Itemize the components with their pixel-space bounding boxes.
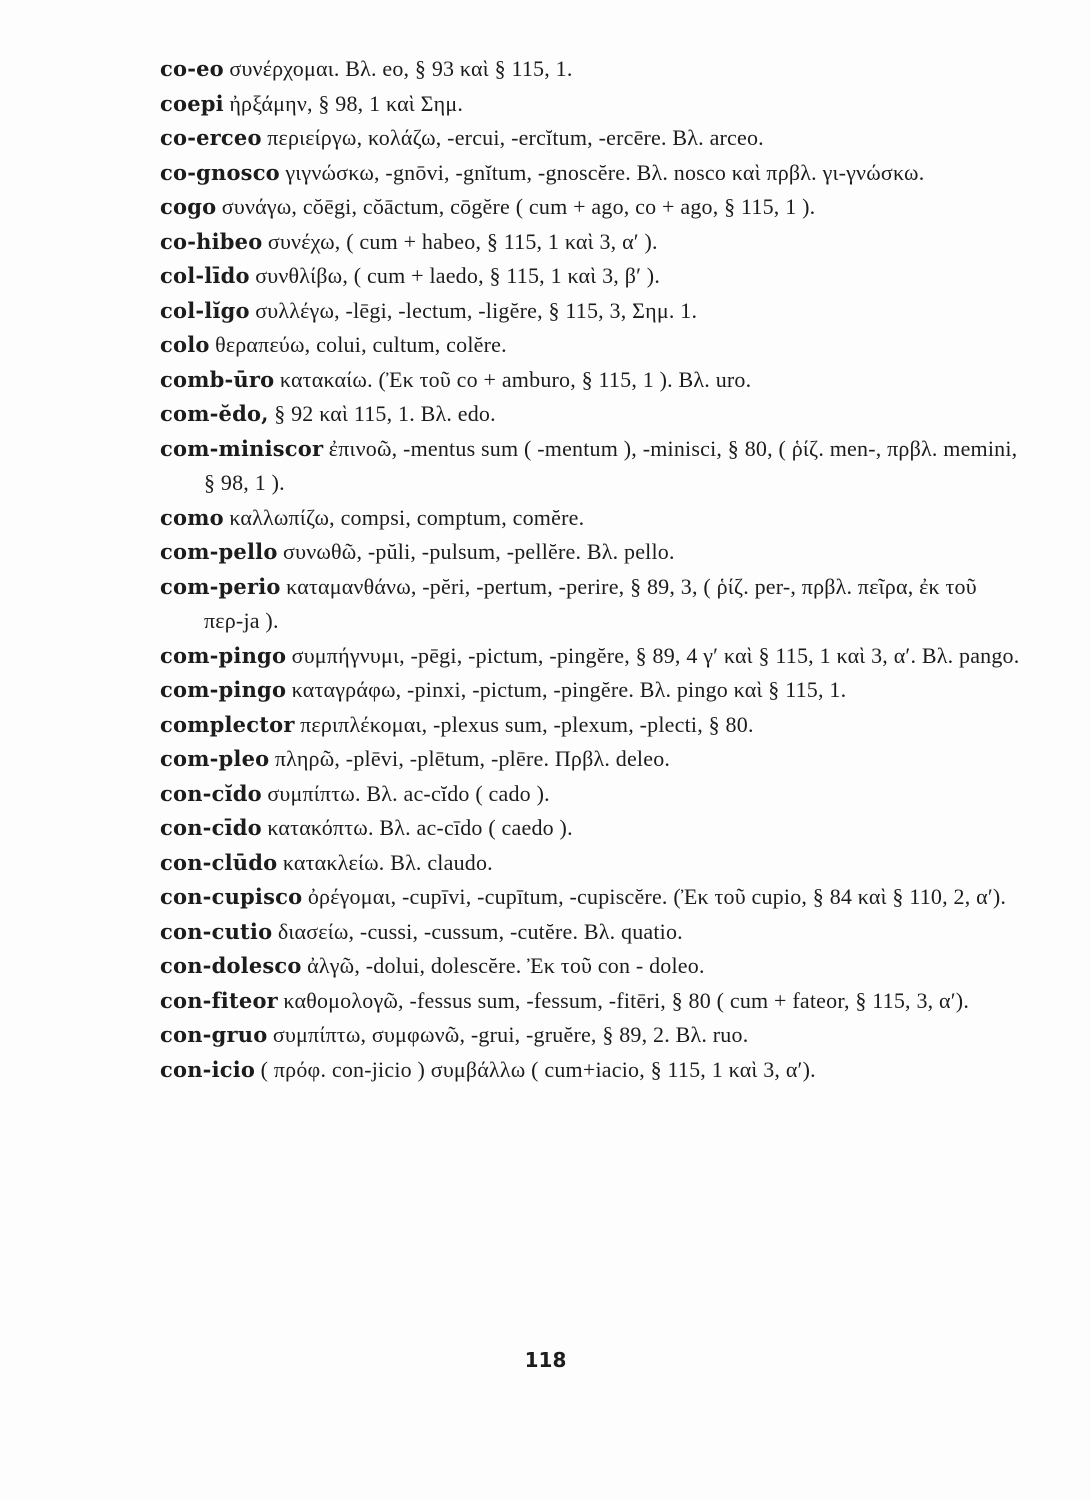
entry-definition: πληρῶ, -plēvi, -plētum, -plēre. Πρβλ. deleo. xyxy=(274,746,671,771)
entry-definition: ἐπινοῶ, -mentus sum ( -mentum ), -minisci, § 80, ( ῥίζ. men-, πρβλ. memini, § 98, 1 ). xyxy=(204,435,1018,495)
entry-headword: com-miniscor xyxy=(160,435,324,461)
entry-definition: περιπλέκομαι, -plexus sum, -plexum, -plecti, § 80. xyxy=(300,711,754,737)
entry-definition: συμπίπτω. Βλ. ac-cĭdo ( cado ). xyxy=(267,780,550,806)
dictionary-entry xyxy=(160,121,1020,156)
entry-definition: συνέχω, ( cum + habeo, § 115, 1 καὶ 3, α′ ). xyxy=(267,228,658,254)
entry-headword: comb-ūro xyxy=(160,366,275,392)
entry-definition: περιείργω, κολάζω, -ercui, -ercĭtum, -ercēre. Βλ. arceo. xyxy=(267,125,764,150)
entry-headword: col-lĭgo xyxy=(160,297,250,323)
dictionary-entry xyxy=(160,639,1020,674)
entry-definition: συμπήγνυμι, -pēgi, -pictum, -pingĕre, § 89, 4 γ′ καὶ § 115, 1 καὶ 3, α′. Βλ. pango. xyxy=(291,642,1020,668)
dictionary-entry xyxy=(160,225,1020,260)
entry-headword: com-pello xyxy=(160,539,278,564)
entry-headword: con-clūdo xyxy=(160,849,278,875)
dictionary-entry xyxy=(160,501,1020,536)
entry-headword: con-cutio xyxy=(160,918,273,944)
entry-headword: con-dolesco xyxy=(160,953,302,978)
dictionary-entry xyxy=(160,777,1020,812)
entry-headword: coepi xyxy=(160,90,224,116)
entry-definition: συνάγω, cŏēgi, cŏāctum, cōgĕre ( cum + ago, co + ago, § 115, 1 ). xyxy=(221,194,816,219)
entry-definition: ( πρόφ. con-jicio ) συμβάλλω ( cum+iacio, § 115, 1 καὶ 3, α′). xyxy=(260,1056,816,1082)
dictionary-entry xyxy=(160,811,1020,846)
entry-headword: com-ĕdo, xyxy=(160,401,269,426)
entry-headword: como xyxy=(160,504,224,530)
dictionary-entry xyxy=(160,673,1020,708)
dictionary-entry xyxy=(160,52,1020,87)
page-number: 118 xyxy=(524,1348,567,1372)
entry-headword: con-icio xyxy=(160,1056,256,1082)
dictionary-entry xyxy=(160,328,1020,363)
dictionary-entry xyxy=(160,1018,1020,1053)
dictionary-entry xyxy=(160,846,1020,881)
entry-definition: καταμανθάνω, -pĕri, -pertum, -perire, § 89, 3, ( ῥίζ. per-, πρβλ. πεῖρα, ἐκ τοῦ περ-ja ). xyxy=(204,573,977,633)
entry-headword: com-pleo xyxy=(160,746,270,771)
dictionary-entry xyxy=(160,87,1020,122)
entry-definition: γιγνώσκω, -gnōvi, -gnĭtum, -gnoscĕre. Βλ. nosco καὶ πρβλ. γι-γνώσκω. xyxy=(285,159,925,185)
dictionary-entry xyxy=(160,742,1020,777)
entry-headword: con-fiteor xyxy=(160,987,278,1013)
dictionary-entry xyxy=(160,880,1020,915)
dictionary-entry xyxy=(160,949,1020,984)
entry-definition: συνθλίβω, ( cum + laedo, § 115, 1 καὶ 3, β′ ). xyxy=(255,263,661,288)
dictionary-entry xyxy=(160,294,1020,329)
entry-headword: com-pingo xyxy=(160,677,287,702)
entry-headword: co-erceo xyxy=(160,125,262,150)
entry-headword: con-cĭdo xyxy=(160,780,262,806)
entry-definition: ἠρξάμην, § 98, 1 καὶ Σημ. xyxy=(229,90,464,116)
entry-headword: com-pingo xyxy=(160,642,287,668)
entry-headword: complector xyxy=(160,711,295,737)
dictionary-entry xyxy=(160,259,1020,294)
dictionary-entry xyxy=(160,190,1020,225)
entry-headword: colo xyxy=(160,332,210,357)
dictionary-entry xyxy=(160,708,1020,743)
entry-definition: συλλέγω, -lēgi, -lectum, -ligĕre, § 115, 3, Σημ. 1. xyxy=(255,297,698,323)
entry-definition: κατακλείω. Βλ. claudo. xyxy=(282,849,493,875)
entry-headword: com-perio xyxy=(160,573,281,599)
entry-definition: ἀλγῶ, -dolui, dolescĕre. Ἐκ τοῦ con - doleo. xyxy=(307,953,705,978)
entry-definition: συνέρχομαι. Βλ. eo, § 93 καὶ § 115, 1. xyxy=(229,56,573,81)
entry-headword: cogo xyxy=(160,194,217,219)
entry-definition: καταγράφω, -pinxi, -pictum, -pingĕre. Βλ. pingo καὶ § 115, 1. xyxy=(291,677,847,702)
entry-definition: διασείω, -cussi, -cussum, -cutĕre. Βλ. quatio. xyxy=(277,918,683,944)
dictionary-entry xyxy=(160,363,1020,398)
entry-definition: ὀρέγομαι, -cupīvi, -cupītum, -cupiscĕre. (Ἐκ τοῦ cupio, § 84 καὶ § 110, 2, α′). xyxy=(307,884,1007,909)
entry-definition: § 92 καὶ 115, 1. Βλ. edo. xyxy=(274,401,496,426)
dictionary-entry xyxy=(160,156,1020,191)
dictionary-entry xyxy=(160,535,1020,570)
entry-headword: con-cupisco xyxy=(160,884,303,909)
entry-headword: col-līdo xyxy=(160,263,250,288)
dictionary-entry xyxy=(160,397,1020,432)
entry-definition: κατακαίω. (Ἐκ τοῦ co + amburo, § 115, 1 ). Βλ. uro. xyxy=(279,366,752,392)
entry-definition: καλλωπίζω, compsi, comptum, comĕre. xyxy=(229,504,585,530)
entry-headword: co-eo xyxy=(160,56,224,81)
entry-definition: συνωθῶ, -pŭli, -pulsum, -pellĕre. Βλ. pello. xyxy=(283,539,675,564)
dictionary-entry xyxy=(160,915,1020,950)
entry-headword: co-hibeo xyxy=(160,228,263,254)
entry-definition: κατακόπτω. Βλ. ac-cīdo ( caedo ). xyxy=(267,815,573,840)
entry-headword: con-cīdo xyxy=(160,815,262,840)
dictionary-entry xyxy=(160,984,1020,1019)
entry-headword: co-gnosco xyxy=(160,159,280,185)
entry-definition: θεραπεύω, colui, cultum, colĕre. xyxy=(215,332,507,357)
dictionary-entry xyxy=(160,432,1020,501)
dictionary-entry xyxy=(160,570,1020,639)
entry-definition: συμπίπτω, συμφωνῶ, -grui, -gruĕre, § 89, 2. Βλ. ruo. xyxy=(272,1022,749,1047)
entry-headword: con-gruo xyxy=(160,1022,268,1047)
dictionary-entries xyxy=(160,52,1020,1087)
dictionary-entry xyxy=(160,1053,1020,1088)
entry-definition: καθομολογῶ, -fessus sum, -fessum, -fitēri, § 80 ( cum + fateor, § 115, 3, α′). xyxy=(283,987,970,1013)
